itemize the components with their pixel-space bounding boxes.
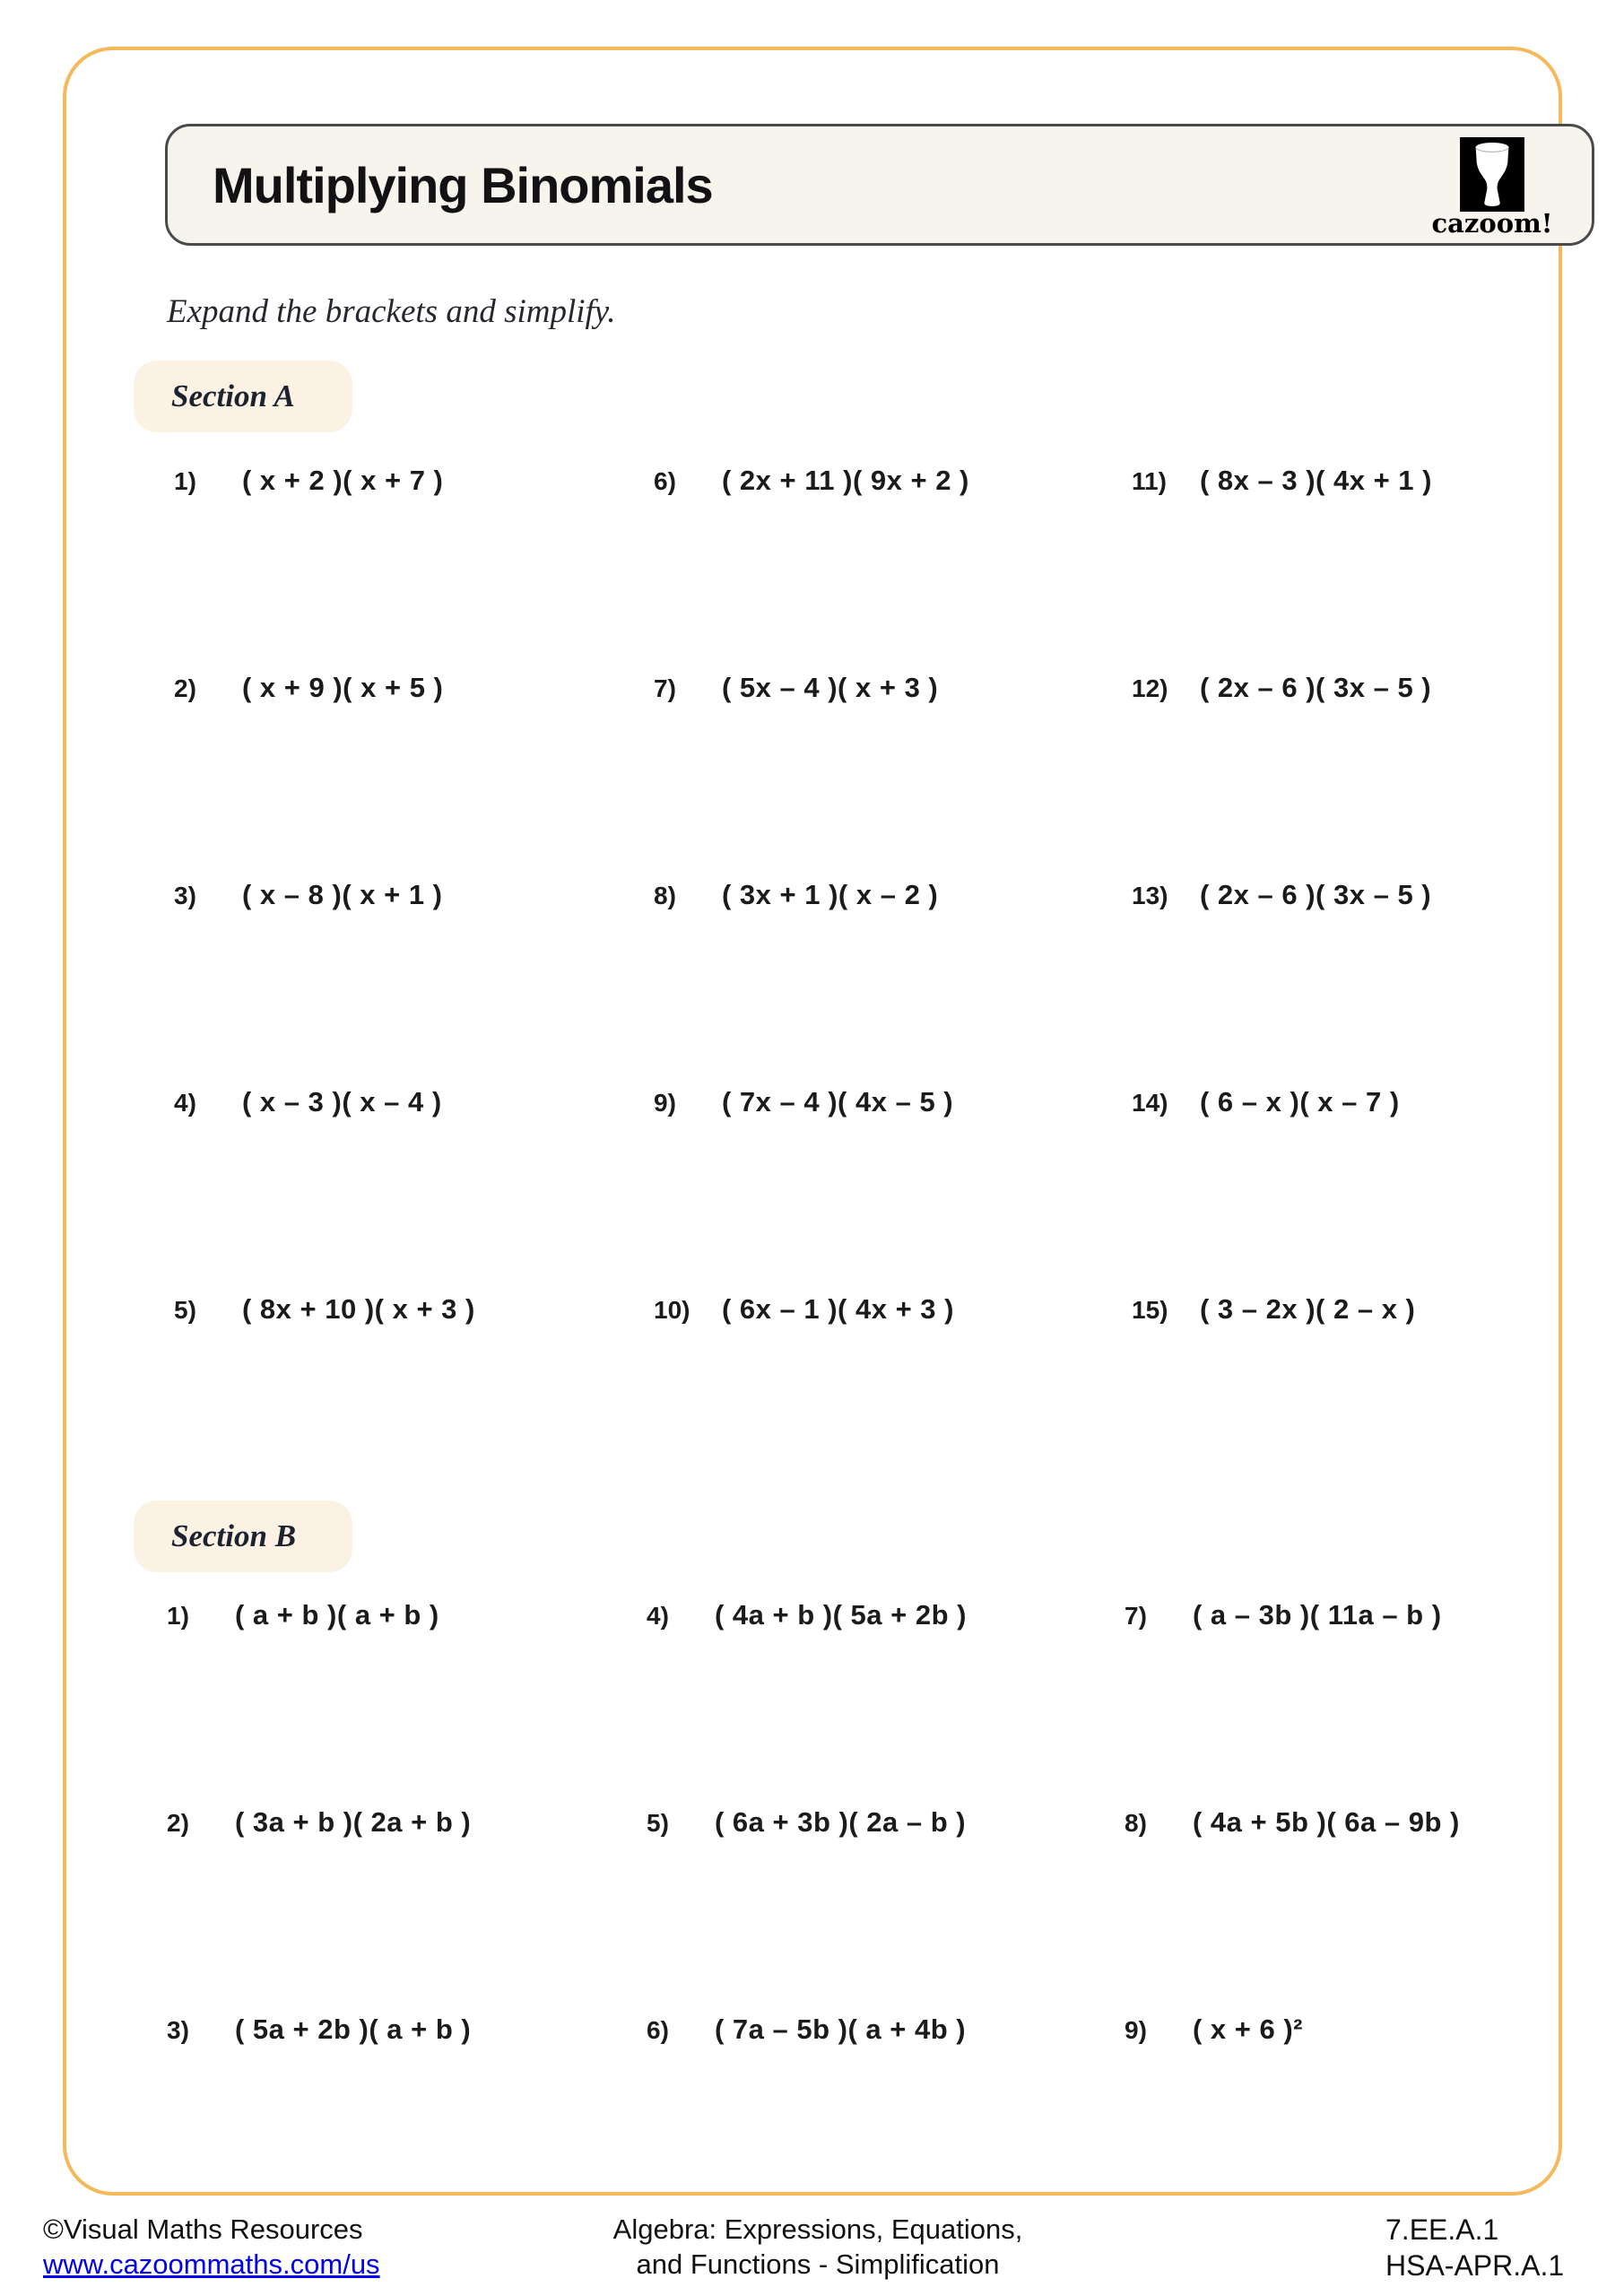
problem-expression: ( x + 9 )( x + 5 ) (242, 672, 444, 703)
problem-item (174, 879, 654, 1086)
standard-code-2: HSA-APR.A.1 (1385, 2249, 1565, 2282)
problem-number: 10) (654, 1296, 690, 1324)
problem-number: 3) (167, 2016, 189, 2044)
cazoom-logo (1425, 137, 1559, 239)
problem-item (654, 1086, 1132, 1293)
problem-item (1132, 1086, 1432, 1293)
footer-copyright-block (43, 2212, 380, 2282)
problem-number: 5) (174, 1296, 196, 1324)
problem-item (1125, 1599, 1460, 1806)
problem-item (174, 672, 654, 879)
problem-item (647, 1806, 1125, 2013)
problem-expression: ( 8x + 10 )( x + 3 ) (242, 1293, 475, 1325)
problem-item (167, 1806, 647, 2013)
problem-item (174, 465, 654, 672)
problem-expression: ( a – 3b )( 11a – b ) (1193, 1599, 1442, 1631)
problem-expression: ( 3 – 2x )( 2 – x ) (1200, 1293, 1416, 1325)
topic-line-1: Algebra: Expressions, Equations, (612, 2213, 1023, 2245)
problem-number: 9) (1125, 2016, 1147, 2044)
section-b-label: Section B (134, 1500, 352, 1572)
problem-item (1132, 465, 1432, 672)
problem-number: 4) (647, 1602, 669, 1630)
section-a-label: Section A (134, 361, 352, 432)
standard-code-1: 7.EE.A.1 (1385, 2213, 1499, 2246)
problem-number: 11) (1132, 467, 1167, 495)
problem-number: 2) (174, 674, 196, 702)
title-bar (165, 124, 1594, 246)
problem-item (654, 1293, 1132, 1500)
problem-number: 1) (167, 1602, 189, 1630)
problem-item (647, 2013, 1125, 2221)
problem-expression: ( 7x – 4 )( 4x – 5 ) (722, 1086, 954, 1118)
problem-item (654, 465, 1132, 672)
problem-expression: ( 6 – x )( x – 7 ) (1200, 1086, 1400, 1118)
problem-number: 4) (174, 1089, 196, 1117)
problem-expression: ( 3x + 1 )( x – 2 ) (722, 879, 939, 910)
problem-item (1132, 672, 1432, 879)
footer-topic-block (613, 2212, 1023, 2282)
problem-expression: ( x + 2 )( x + 7 ) (242, 465, 444, 496)
problem-item (1125, 2013, 1460, 2221)
problem-expression: ( 3a + b )( 2a + b ) (235, 1806, 472, 1838)
problem-expression: ( 2x + 11 )( 9x + 2 ) (722, 465, 969, 496)
problem-number: 2) (167, 1809, 189, 1837)
problem-number: 14) (1132, 1089, 1168, 1117)
problem-expression: ( x – 8 )( x + 1 ) (242, 879, 443, 910)
problem-item (174, 1293, 654, 1500)
problem-number: 1) (174, 467, 196, 495)
problem-item (174, 1086, 654, 1293)
problem-expression: ( x – 3 )( x – 4 ) (242, 1086, 442, 1118)
problem-number: 9) (654, 1089, 676, 1117)
problem-expression: ( 4a + 5b )( 6a – 9b ) (1193, 1806, 1460, 1838)
page-title: Multiplying Binomials (213, 156, 713, 213)
problem-item (1132, 1293, 1432, 1500)
problem-number: 6) (647, 2016, 669, 2044)
problem-item (167, 2013, 647, 2221)
problem-expression: ( 2x – 6 )( 3x – 5 ) (1200, 879, 1432, 910)
problem-item (167, 1599, 647, 1806)
problem-expression: ( 2x – 6 )( 3x – 5 ) (1200, 672, 1432, 703)
problem-expression: ( 6a + 3b )( 2a – b ) (715, 1806, 967, 1838)
problem-number: 6) (654, 467, 676, 495)
problem-number: 7) (654, 674, 676, 702)
problem-expression: ( x + 6 )² (1193, 2013, 1304, 2045)
problem-number: 15) (1132, 1296, 1168, 1324)
problem-number: 12) (1132, 674, 1168, 702)
problem-item (654, 672, 1132, 879)
problem-item (647, 1599, 1125, 1806)
website-link[interactable]: www.cazoommaths.com/us (43, 2248, 380, 2280)
problem-expression: ( 6x – 1 )( 4x + 3 ) (722, 1293, 954, 1325)
instruction-text: Expand the brackets and simplify. (167, 293, 616, 330)
cazoom-logo-text: cazoom! (1431, 207, 1553, 239)
problem-expression: ( 8x – 3 )( 4x + 1 ) (1200, 465, 1432, 496)
problem-expression: ( a + b )( a + b ) (235, 1599, 439, 1631)
problem-number: 13) (1132, 882, 1168, 909)
problem-expression: ( 4a + b )( 5a + 2b ) (715, 1599, 967, 1631)
problem-item (654, 879, 1132, 1086)
cazoom-drum-icon (1460, 137, 1524, 212)
problem-item (1125, 1806, 1460, 2013)
problem-number: 5) (647, 1809, 669, 1837)
worksheet-frame (63, 47, 1562, 2196)
problem-number: 8) (654, 882, 676, 909)
problem-number: 3) (174, 882, 196, 909)
section-a-problems (174, 465, 1432, 1500)
problem-number: 7) (1125, 1602, 1147, 1630)
topic-line-2: and Functions - Simplification (636, 2248, 1000, 2280)
problem-expression: ( 5a + 2b )( a + b ) (235, 2013, 472, 2045)
section-b-problems (167, 1599, 1460, 2221)
problem-item (1132, 879, 1432, 1086)
problem-expression: ( 7a – 5b )( a + 4b ) (715, 2013, 967, 2045)
problem-expression: ( 5x – 4 )( x + 3 ) (722, 672, 939, 703)
footer-standards-block (1385, 2212, 1564, 2283)
problem-number: 8) (1125, 1809, 1147, 1837)
copyright-text: ©Visual Maths Resources (43, 2213, 363, 2245)
